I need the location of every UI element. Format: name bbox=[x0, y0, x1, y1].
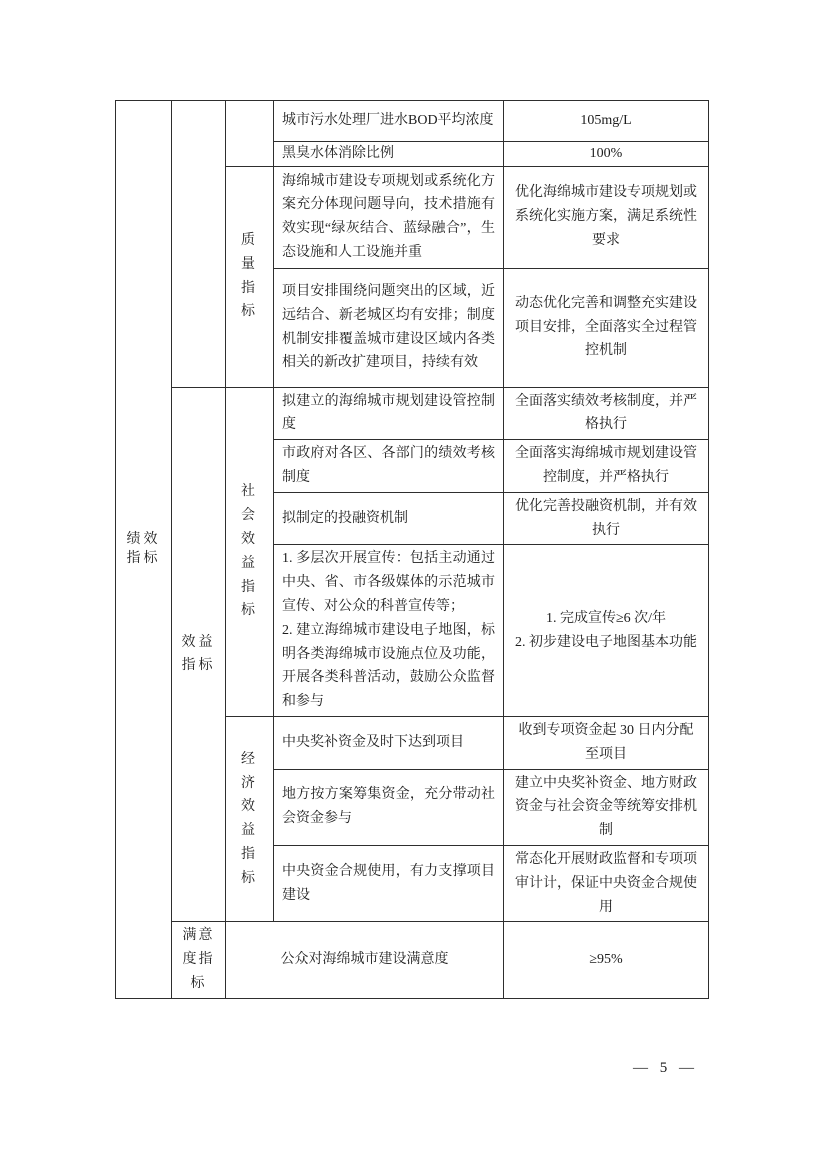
value-cell: 105mg/L bbox=[504, 101, 709, 142]
group-header-satisfaction: 满意度指标 bbox=[172, 922, 226, 998]
table-row bbox=[116, 387, 709, 440]
empty-group-cell bbox=[172, 101, 226, 388]
indicator-cell: 地方按方案筹集资金，充分带动社会资金参与 bbox=[274, 769, 504, 845]
table-row bbox=[116, 101, 709, 142]
indicator-cell: 拟建立的海绵城市规划建设管控制度 bbox=[274, 387, 504, 440]
indicator-cell bbox=[274, 545, 504, 717]
value-cell: 收到专项资金起 30 日内分配至项目 bbox=[504, 716, 709, 769]
indicator-cell: 拟制定的投融资机制 bbox=[274, 492, 504, 545]
group-header-performance: 绩效指标 bbox=[116, 101, 172, 999]
page-number: — 5 — bbox=[633, 1060, 695, 1076]
performance-indicators-table bbox=[115, 100, 709, 999]
value-cell: 100% bbox=[504, 142, 709, 167]
indicator-cell: 海绵城市建设专项规划或系统化方案充分体现问题导向，技术措施有效实现“绿灰结合、蓝绿融合”，生态设施和人工设施并重 bbox=[274, 166, 504, 268]
value-cell: 优化完善投融资机制，并有效执行 bbox=[504, 492, 709, 545]
value-cell bbox=[504, 545, 709, 717]
value-cell: 动态优化完善和调整充实建设项目安排，全面落实全过程管控机制 bbox=[504, 268, 709, 387]
empty-subgroup-cell bbox=[226, 101, 274, 167]
value-cell: ≥95% bbox=[504, 922, 709, 998]
indicator-cell: 市政府对各区、各部门的绩效考核制度 bbox=[274, 440, 504, 493]
indicator-cell: 中央资金合规使用，有力支撑项目建设 bbox=[274, 845, 504, 921]
indicator-cell: 中央奖补资金及时下达到项目 bbox=[274, 716, 504, 769]
value-cell: 优化海绵城市建设专项规划或系统化实施方案，满足系统性要求 bbox=[504, 166, 709, 268]
indicator-item: 2. 建立海绵城市建设电子地图，标明各类海绵城市设施点位及功能，开展各类科普活动，鼓励公众监督和参与 bbox=[282, 622, 495, 710]
value-cell: 全面落实海绵城市规划建设管控制度，并严格执行 bbox=[504, 440, 709, 493]
group-header-economic-benefit: 经济效益指标 bbox=[226, 716, 274, 921]
table-row bbox=[116, 922, 709, 998]
indicator-cell: 公众对海绵城市建设满意度 bbox=[226, 922, 504, 998]
indicator-cell: 项目安排围绕问题突出的区域，近远结合、新老城区均有安排；制度机制安排覆盖城市建设区域内各类相关的新改扩建项目，持续有效 bbox=[274, 268, 504, 387]
value-cell: 建立中央奖补资金、地方财政资金与社会资金等统筹安排机制 bbox=[504, 769, 709, 845]
value-cell: 全面落实绩效考核制度，并严格执行 bbox=[504, 387, 709, 440]
group-header-social-benefit: 社会效益指标 bbox=[226, 387, 274, 716]
indicator-cell: 城市污水处理厂进水BOD平均浓度 bbox=[274, 101, 504, 142]
indicator-cell: 黑臭水体消除比例 bbox=[274, 142, 504, 167]
value-item: 2. 初步建设电子地图基本功能 bbox=[515, 634, 697, 650]
group-header-benefit: 效益指标 bbox=[172, 387, 226, 922]
indicator-item: 1. 多层次开展宣传：包括主动通过中央、省、市各级媒体的示范城市宣传、对公众的科普宣传等； bbox=[282, 551, 495, 614]
value-cell: 常态化开展财政监督和专项项审计计，保证中央资金合规使用 bbox=[504, 845, 709, 921]
value-item: 1. 完成宣传≥6 次/年 bbox=[545, 610, 667, 626]
group-header-quality: 质量指标 bbox=[226, 166, 274, 387]
